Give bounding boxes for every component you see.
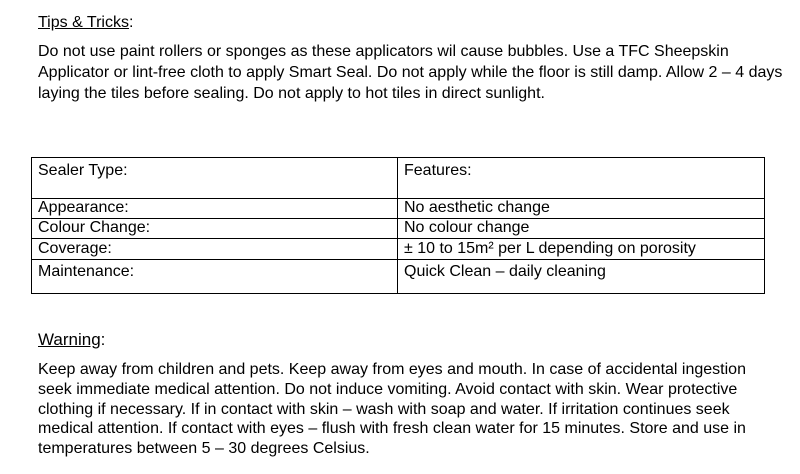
- warning-heading-text: Warning: [38, 330, 101, 349]
- sealer-specs-table: [31, 157, 765, 294]
- table-header-row: [32, 158, 765, 199]
- table-row: [32, 239, 765, 260]
- tips-heading-colon: :: [128, 14, 134, 31]
- table-value-cell: ± 10 to 15m² per L depending on porosity: [398, 239, 765, 260]
- warning-heading: [38, 330, 105, 350]
- table-row: [32, 199, 765, 219]
- tips-heading-text: Tips & Tricks: [38, 14, 129, 31]
- table-value-cell: No colour change: [398, 219, 765, 239]
- warning-paragraph: Keep away from children and pets. Keep away from eyes and mouth. In case of accidental ingestion seek immediate medical attention. Do not induce vomiting. Avoid contact with skin. Wear protective clothing if necessary. If in contact with skin – wash with soap and water. If irritation continues seek medical attention. If contact with eyes – flush with fresh clean water for 15 minutes. Store and use in temperatures between 5 – 30 degrees Celsius.: [38, 361, 746, 458]
- table-label-cell: Appearance:: [32, 199, 398, 219]
- tips-paragraph: Do not use paint rollers or sponges as these applicators wil cause bubbles. Use a TFC Sheepskin Applicator or lint-free cloth to apply Smart Seal. Do not apply while the floor is still damp. Allow 2 – 4 days laying the tiles before sealing. Do not apply to hot tiles in direct sunlight.: [38, 43, 783, 102]
- table-label-cell: Maintenance:: [32, 260, 398, 294]
- table-row: [32, 219, 765, 239]
- table-label-cell: Coverage:: [32, 239, 398, 260]
- table-header-cell: Features:: [398, 158, 765, 199]
- warning-heading-colon: :: [100, 330, 106, 349]
- table-value-cell: Quick Clean – daily cleaning: [398, 260, 765, 294]
- table-row: [32, 260, 765, 294]
- tips-heading: [38, 13, 133, 33]
- table-value-cell: No aesthetic change: [398, 199, 765, 219]
- table-header-cell: Sealer Type:: [32, 158, 398, 199]
- table-label-cell: Colour Change:: [32, 219, 398, 239]
